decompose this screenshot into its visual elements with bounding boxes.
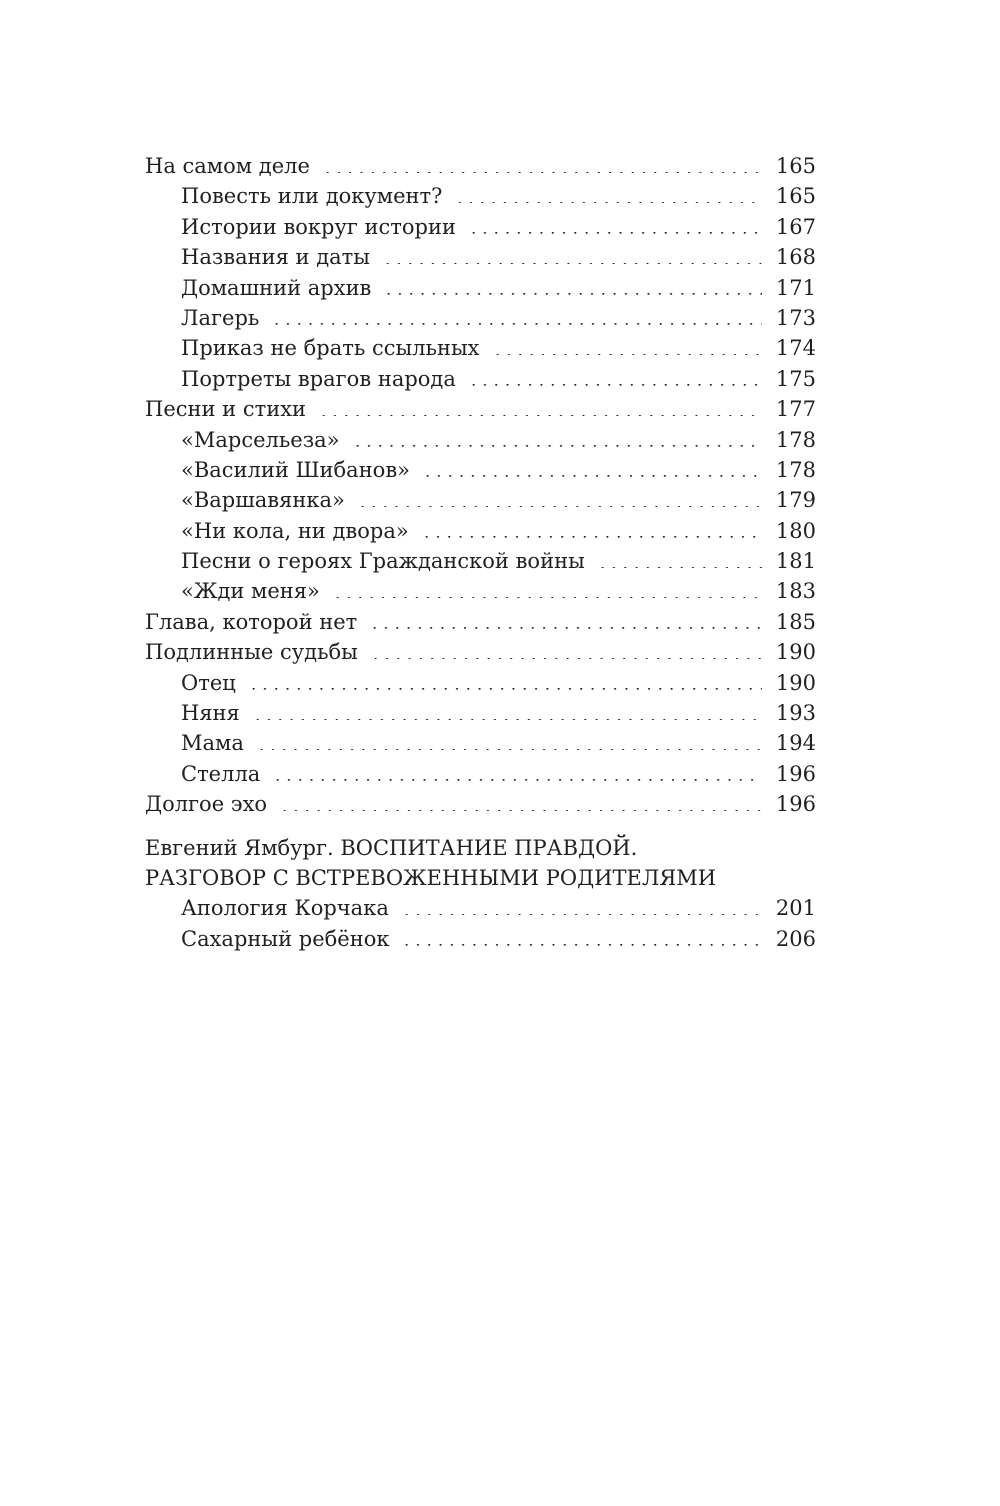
toc-entry-page-number: 175 — [775, 366, 816, 391]
toc-entry-title: Домашний архив — [181, 275, 372, 300]
toc-entry-page-number: 180 — [775, 518, 816, 543]
dot-leader — [332, 597, 762, 599]
toc-entry-title: «Жди меня» — [181, 579, 320, 604]
dot-leader — [383, 293, 762, 295]
dot-leader — [357, 506, 762, 508]
dot-leader — [468, 232, 762, 234]
toc-entry — [145, 668, 816, 698]
dot-leader — [468, 384, 762, 386]
toc-entry-title: Няня — [181, 701, 240, 726]
dot-leader — [382, 263, 762, 265]
toc-entry-title: Лагерь — [181, 305, 260, 330]
toc-entry — [145, 181, 816, 211]
toc-main-list — [145, 151, 816, 820]
dot-leader — [272, 779, 762, 781]
toc-entry-title: «Варшавянка» — [181, 488, 345, 513]
toc-entry-page-number: 174 — [775, 336, 816, 361]
dot-leader — [256, 749, 762, 751]
toc-entry-page-number: 171 — [775, 275, 816, 300]
toc-entry — [145, 607, 816, 637]
toc-entry-title: Мама — [181, 731, 244, 756]
toc-entry-page-number: 181 — [775, 549, 816, 574]
toc-entry-title: Апология Корчака — [181, 896, 389, 921]
toc-entry-title: Стелла — [181, 761, 261, 786]
dot-leader — [421, 536, 762, 538]
toc-entry-title: «Ни кола, ни двора» — [181, 518, 409, 543]
dot-leader — [597, 567, 762, 569]
toc-entry-title: Песни о героях Гражданской войны — [181, 549, 585, 574]
toc-entry-title: Повесть или документ? — [181, 184, 443, 209]
toc-entry-title: Глава, которой нет — [145, 609, 358, 634]
dot-leader — [322, 172, 762, 174]
toc-entry-page-number: 193 — [775, 701, 816, 726]
toc-section2-list — [145, 893, 816, 954]
toc-entry — [145, 516, 816, 546]
toc-entry-title: Истории вокруг истории — [181, 214, 456, 239]
toc-entry-page-number: 206 — [775, 926, 816, 951]
dot-leader — [369, 627, 762, 629]
toc-entry-title: Приказ не брать ссыльных — [181, 336, 480, 361]
toc-entry — [145, 303, 816, 333]
toc-entry-page-number: 201 — [775, 896, 816, 921]
toc-entry-page-number: 194 — [775, 731, 816, 756]
toc-entry-page-number: 167 — [775, 214, 816, 239]
toc-entry — [145, 212, 816, 242]
toc-entry — [145, 333, 816, 363]
toc-entry-page-number: 185 — [775, 609, 816, 634]
toc-entry — [145, 242, 816, 272]
toc-entry — [145, 728, 816, 758]
toc-entry — [145, 364, 816, 394]
dot-leader — [422, 475, 762, 477]
toc-entry — [145, 425, 816, 455]
dot-leader — [352, 445, 762, 447]
toc-entry-page-number: 183 — [775, 579, 816, 604]
dot-leader — [370, 658, 762, 660]
toc-entry-title: Подлинные судьбы — [145, 640, 358, 665]
toc-entry — [145, 394, 816, 424]
toc-entry-title: На самом деле — [145, 154, 310, 178]
toc-entry — [145, 151, 816, 181]
toc-entry-title: Песни и стихи — [145, 397, 307, 422]
toc-entry-page-number: 196 — [775, 761, 816, 786]
toc-entry — [145, 576, 816, 606]
toc-entry-page-number: 196 — [775, 792, 816, 817]
toc-entry-page-number: 165 — [775, 184, 816, 209]
toc-entry — [145, 789, 816, 819]
toc-entry-page-number: 173 — [775, 305, 816, 330]
toc-entry-page-number: 190 — [775, 670, 816, 695]
dot-leader — [252, 719, 762, 721]
toc-entry — [145, 546, 816, 576]
toc-entry — [145, 893, 816, 923]
dot-leader — [492, 354, 762, 356]
toc-entry-title: Портреты врагов народа — [181, 366, 456, 391]
toc-entry — [145, 924, 816, 954]
toc-entry-page-number: 190 — [775, 640, 816, 665]
dot-leader — [401, 914, 762, 916]
toc-entry-title: Сахарный ребёнок — [181, 926, 390, 951]
toc-entry-title: Отец — [181, 670, 236, 695]
dot-leader — [318, 415, 762, 417]
dot-leader — [401, 944, 761, 946]
toc-entry-title: Долгое эхо — [145, 792, 268, 817]
toc-entry — [145, 485, 816, 515]
toc-entry-title: «Марсельеза» — [181, 427, 340, 452]
toc-entry-title: Названия и даты — [181, 245, 370, 270]
toc-entry-page-number: 179 — [775, 488, 816, 513]
toc-entry-page-number: 177 — [775, 397, 816, 422]
toc-entry-page-number: 178 — [775, 427, 816, 452]
toc-section-yamburg — [145, 833, 816, 955]
dot-leader — [271, 323, 762, 325]
toc-entry — [145, 637, 816, 667]
dot-leader — [454, 202, 762, 204]
toc-entry-page-number: 168 — [775, 245, 816, 270]
toc-entry-page-number: 178 — [775, 457, 816, 482]
table-of-contents — [145, 151, 816, 954]
dot-leader — [279, 810, 762, 812]
section-heading-line-2: РАЗГОВОР С ВСТРЕВОЖЕННЫМИ РОДИТЕЛЯМИ — [145, 865, 717, 890]
toc-entry — [145, 273, 816, 303]
toc-entry-title: «Василий Шибанов» — [181, 457, 411, 482]
toc-entry — [145, 698, 816, 728]
section-heading-line-1: Евгений Ямбург. ВОСПИТАНИЕ ПРАВДОЙ. — [145, 835, 638, 860]
dot-leader — [248, 688, 762, 690]
toc-entry — [145, 759, 816, 789]
toc-entry-page-number: 165 — [775, 154, 816, 178]
toc-entry — [145, 455, 816, 485]
